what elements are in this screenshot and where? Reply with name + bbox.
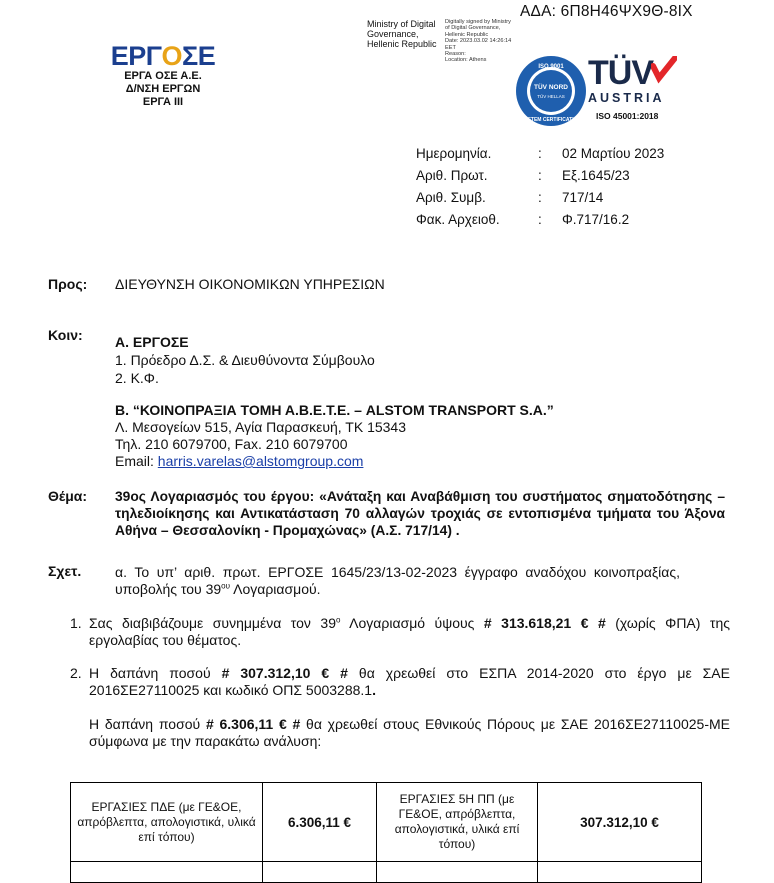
- cost-breakdown-table: [70, 782, 702, 883]
- seal-inner-text: TÜV HELLAS: [537, 94, 565, 99]
- ergose-logo: [108, 42, 218, 109]
- subject-label: Θέμα:: [48, 488, 88, 504]
- seal-mid-text: TÜV NORD: [534, 84, 568, 91]
- tuv-country: AUSTRIA: [588, 91, 665, 105]
- tuv-iso-standard: ISO 45001:2018: [596, 111, 659, 121]
- tuv-wordmark: TÜV: [588, 54, 653, 92]
- cc-b-address: Λ. Μεσογείων 515, Αγία Παρασκευή, ΤΚ 15343: [115, 419, 406, 435]
- logo-line-2: Δ/ΝΣΗ ΕΡΓΩΝ: [125, 83, 201, 95]
- signature-details: Digitally signed by Ministry of Digital Governance, Hellenic Republic Date: 2023.03.02 14:26:14 EET Reason: Location: Athens: [445, 19, 512, 64]
- table-cell-pde-label: ΕΡΓΑΣΙΕΣ ΠΔΕ (με ΓΕ&ΟΕ, απρόβλεπτα, απολογιστικά, υλικά επί τόπου): [71, 783, 263, 862]
- table-row: [71, 783, 702, 862]
- table-cell-5pp-amount: 307.312,10 €: [538, 783, 702, 862]
- logo-wordmark: ΕΡΓΟΣΕ: [110, 41, 216, 71]
- table-cell-pde-amount: 6.306,11 €: [263, 783, 377, 862]
- tuv-check-icon: [651, 56, 677, 86]
- seal-top-text: ISO 9001: [538, 64, 564, 70]
- cc-b-phone: Τηλ. 210 6079700, Fax. 210 6079700: [115, 436, 348, 452]
- subject-text: 39ος Λογαριασμός του έργου: «Ανάταξη και Αναβάθμιση του συστήματος σηματοδότησης – τηλεδιοίκησης και Αντικατάσταση 70 αλλαγών τροχιάς σε εντοπισμένα τμήματα του Άξονα Αθήνα – Θεσσαλονίκη - Προμαχώνας» (Α.Σ. 717/14) .: [115, 489, 725, 538]
- ada-code: ΑΔΑ: 6Π8Η46ΨΧ9Θ-8ΙΧ: [520, 3, 693, 20]
- reference-text: α. Το υπ’ αριθ. πρωτ. ΕΡΓΟΣΕ 1645/23/13-02-2023 έγγραφο αναδόχου κοινοπραξίας, υποβολής του $39^{o\upsilon}$ Λογαριασμού.: [115, 564, 680, 597]
- logo-line-3: ΕΡΓΑ ΙΙΙ: [142, 96, 184, 108]
- reference-label: Σχετ.: [48, 563, 82, 579]
- meta-row: Φακ. Αρχειοθ. : Φ.717/16.2: [416, 212, 630, 227]
- cc-a-title: Α. ΕΡΓΟΣΕ: [115, 334, 189, 350]
- cc-a-item: 2. Κ.Φ.: [115, 370, 159, 386]
- item-1-text: Σας διαβιβάζουμε συνημμένα τον $39^o$ Λογαριασμό ύψους # 313.618,21 € # (χωρίς ΦΠΑ) της εργολαβίας του θέματος.: [89, 615, 730, 648]
- document-meta: [416, 146, 664, 234]
- meta-row: Αριθ. Συμβ. : 717/14: [416, 190, 604, 205]
- to-label: Προς:: [48, 276, 88, 292]
- cc-b-email-line: Email: harris.varelas@alstomgroup.com: [115, 453, 364, 469]
- logo-line-1: ΕΡΓΑ ΟΣΕ Α.Ε.: [124, 70, 202, 82]
- cc-label: Κοιν:: [48, 327, 83, 343]
- item-2-number: 2.: [70, 665, 82, 681]
- cc-b-title: Β. “ΚΟΙΝΟΠΡΑΞΙΑ ΤΟΜΗ Α.Β.Ε.Τ.Ε. – ALSTOM TRANSPORT S.A.”: [115, 402, 554, 418]
- table-cell-5pp-label: ΕΡΓΑΣΙΕΣ 5Η ΠΠ (με ΓΕ&ΟΕ, απρόβλεπτα, απολογιστικά, υλικά επί τόπου): [377, 783, 538, 862]
- table-row: [71, 862, 702, 883]
- item-2-national-resources: Η δαπάνη ποσού # 6.306,11 € # θα χρεωθεί στους Εθνικούς Πόρους με ΣΑΕ 2016ΣΕ27110025-ΜΕ σύμφωνα με την παρακάτω ανάλυση:: [89, 716, 730, 749]
- iso-9001-seal-icon: [515, 55, 587, 127]
- cc-a-item: 1. Πρόεδρο Δ.Σ. & Διευθύνοντα Σύμβουλο: [115, 352, 375, 368]
- item-2-text: Η δαπάνη ποσού # 307.312,10 € # θα χρεωθεί στο ΕΣΠΑ 2014-2020 στο έργο με ΣΑΕ 2016ΣΕ27110025 και κωδικό ΟΠΣ 5003288.1.: [89, 665, 730, 698]
- seal-bottom-text: SYSTEM CERTIFICATION: [520, 117, 582, 123]
- tuv-austria-logo: [588, 56, 678, 121]
- meta-row: Ημερομηνία. : 02 Μαρτίου 2023: [416, 146, 665, 161]
- signature-ministry: Ministry of Digital Governance, Hellenic Republic: [367, 19, 437, 49]
- item-1-number: 1.: [70, 615, 82, 631]
- meta-row: Αριθ. Πρωτ. : Εξ.1645/23: [416, 168, 630, 183]
- to-recipient: ΔΙΕΥΘΥΝΣΗ ΟΙΚΟΝΟΜΙΚΩΝ ΥΠΗΡΕΣΙΩΝ: [115, 276, 385, 292]
- email-link[interactable]: harris.varelas@alstomgroup.com: [157, 453, 364, 469]
